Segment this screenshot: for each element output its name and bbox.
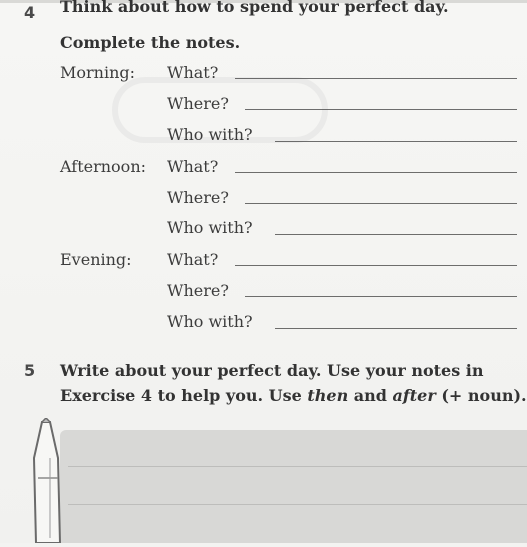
- morning-who-label: Who with?: [167, 125, 253, 144]
- exercise-4-title-line1: Think about how to spend your perfect day.: [60, 0, 449, 16]
- afternoon-label: Afternoon:: [60, 157, 147, 176]
- exercise-5-line2-end: (+ noun).: [435, 386, 527, 405]
- exercise-5-number: 5: [24, 361, 36, 380]
- exercise-5-line1: Write about your perfect day. Use your notes in: [60, 361, 484, 380]
- exercise-5-line2-start: Exercise 4 to help you. Use: [60, 386, 308, 405]
- evening-where-answer-line[interactable]: [245, 296, 517, 297]
- morning-who-answer-line[interactable]: [275, 141, 517, 142]
- exercise-4-number: 4: [24, 3, 36, 22]
- evening-who-label: Who with?: [167, 312, 253, 331]
- evening-what-label: What?: [167, 250, 219, 269]
- afternoon-where-answer-line[interactable]: [245, 203, 517, 204]
- writing-area[interactable]: [60, 430, 527, 543]
- afternoon-what-answer-line[interactable]: [235, 172, 517, 173]
- pen-icon-graphic: [28, 418, 64, 543]
- afternoon-who-answer-line[interactable]: [275, 234, 517, 235]
- exercise-5-and: and: [348, 386, 393, 405]
- evening-what-answer-line[interactable]: [235, 265, 517, 266]
- evening-who-answer-line[interactable]: [275, 328, 517, 329]
- morning-label: Morning:: [60, 63, 136, 82]
- afternoon-where-label: Where?: [167, 188, 229, 207]
- exercise-5-line2: [60, 383, 527, 408]
- afternoon-who-label: Who with?: [167, 218, 253, 237]
- morning-what-answer-line[interactable]: [235, 78, 517, 79]
- keyword-then: then: [307, 386, 349, 405]
- keyword-after: after: [392, 386, 436, 405]
- writing-line: [68, 466, 527, 467]
- afternoon-what-label: What?: [167, 157, 219, 176]
- evening-where-label: Where?: [167, 281, 229, 300]
- writing-line: [68, 504, 527, 505]
- evening-label: Evening:: [60, 250, 132, 269]
- morning-where-answer-line[interactable]: [245, 109, 517, 110]
- morning-what-label: What?: [167, 63, 219, 82]
- pen-icon: [28, 418, 64, 543]
- morning-where-label: Where?: [167, 94, 229, 113]
- exercise-4-title-line2: Complete the notes.: [60, 33, 241, 52]
